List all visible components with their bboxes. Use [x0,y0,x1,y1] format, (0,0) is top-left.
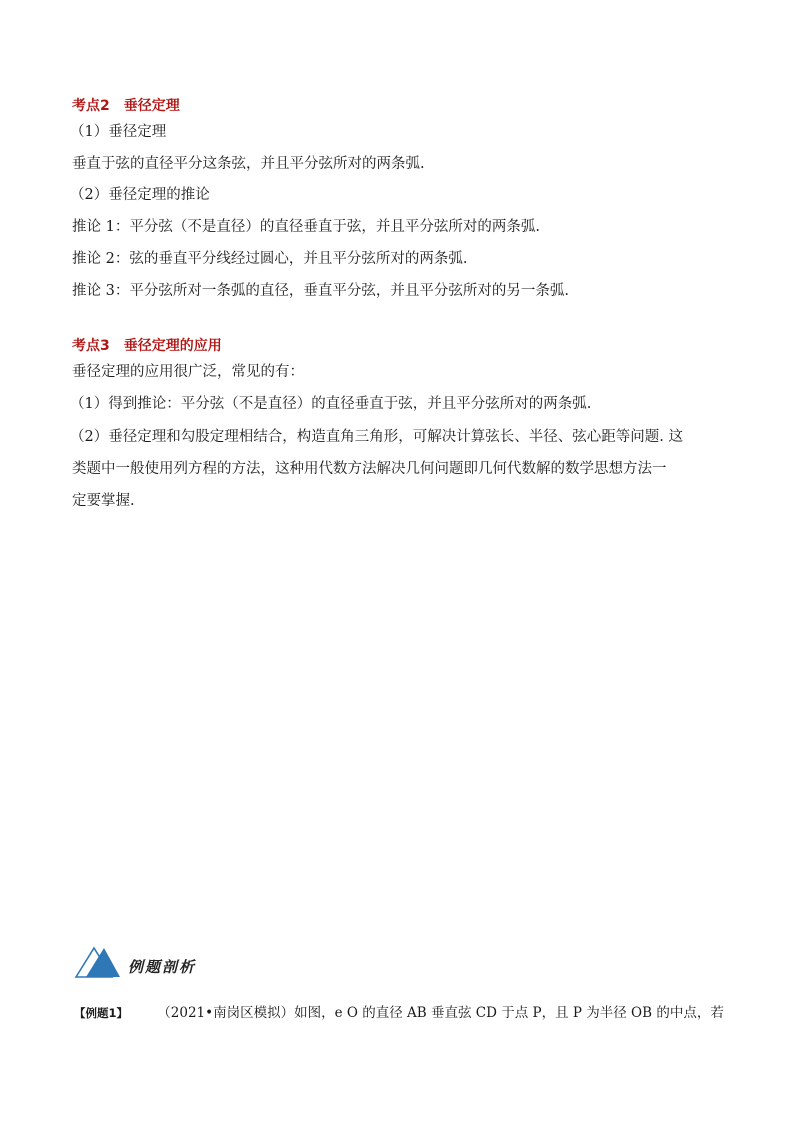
kp3-item2-line3: 定要掌握. [72,493,135,509]
kp2-item1-text: 垂直于弦的直径平分这条弦，并且平分弦所对的两条弧. [72,156,425,172]
kp2-heading-label: 考点2 [72,98,110,114]
kp2-corollary1: 推论 1：平分弦（不是直径）的直径垂直于弦，并且平分弦所对的两条弧. [72,219,540,235]
kp3-item1: （1）得到推论：平分弦（不是直径）的直径垂直于弦，并且平分弦所对的两条弧. [70,396,592,412]
example1-text: （2021•南岗区模拟）如图，e O 的直径 AB 垂直弦 CD 于点 P，且 P 为半径 OB 的中点，若 [164,1005,724,1021]
kp3-heading-label: 考点3 [72,338,110,354]
kp2-heading-title: 垂径定理 [123,98,180,114]
kp2-heading [72,96,180,116]
kp2-corollary3: 推论 3：平分弦所对一条弧的直径，垂直平分弦，并且平分弦所对的另一条弧. [72,283,569,299]
kp2-item1: （1）垂径定理 [70,124,167,140]
example1-tag: 【例题1】 [74,1006,129,1020]
kp3-item2-line1: （2）垂径定理和勾股定理相结合，构造直角三角形，可解决计算弦长、半径、弦心距等问题. 这 [70,429,683,445]
example-section-title: 例题剖析 [128,958,197,976]
kp2-corollary2: 推论 2：弦的垂直平分线经过圆心，并且平分弦所对的两条弧. [72,251,468,267]
kp3-heading [72,336,222,356]
kp2-item2: （2）垂径定理的推论 [70,187,210,203]
example1 [74,1003,724,1023]
kp3-intro: 垂径定理的应用很广泛，常见的有： [72,364,304,380]
kp3-item2-line2: 类题中一般使用列方程的方法，这种用代数方法解决几何问题即几何代数解的数学思想方法一 [72,461,667,477]
triangle-logo-icon [74,944,120,978]
kp3-heading-title: 垂径定理的应用 [123,338,222,354]
